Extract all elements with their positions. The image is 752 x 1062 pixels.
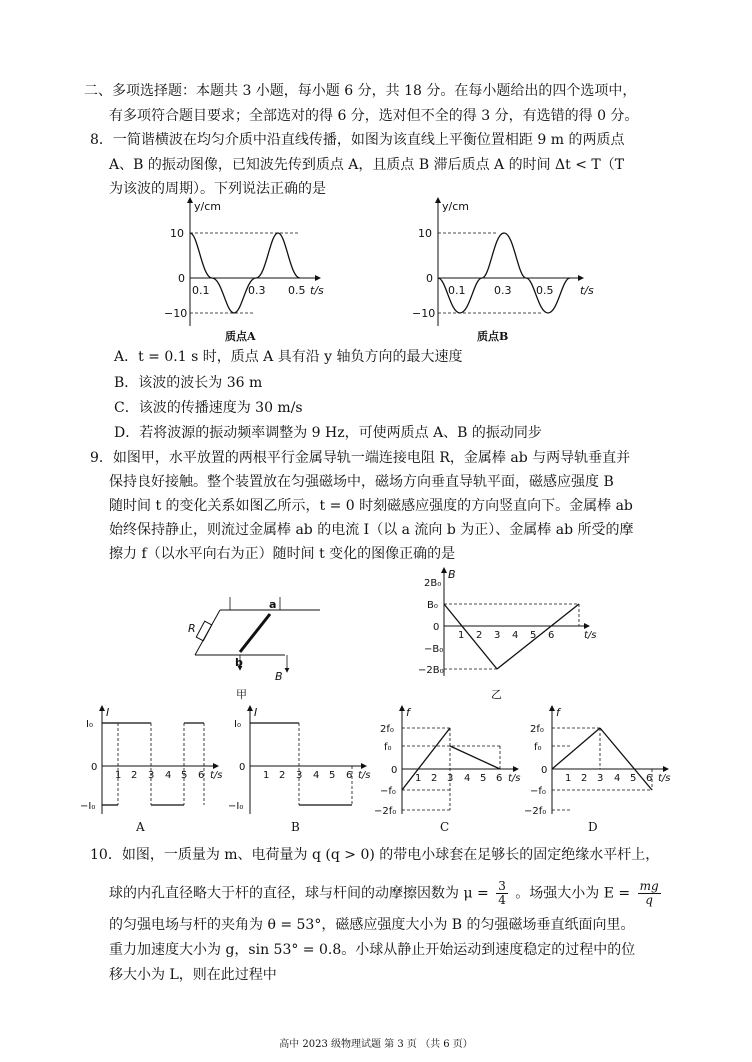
q10-E-denominator: q <box>645 893 653 907</box>
q8b-ytick-neg10: −10 <box>412 307 436 320</box>
q9c-2f0: 2f₀ <box>380 724 394 735</box>
q8b-ylabel: y/cm <box>442 200 469 213</box>
q9-jia-R: R <box>188 622 196 635</box>
q8-stem-line1: 8．一简谐横波在均匀介质中沿直线传播，如图为该直线上平衡位置相距 9 m 的两质点 <box>90 132 625 148</box>
q8b-xlabel: t/s <box>580 284 594 297</box>
q8-stem-line2: A、B 的振动图像，已知波先传到质点 A，且质点 B 滞后质点 A 的时间 Δt < T（T <box>109 157 625 173</box>
q9b-I0: I₀ <box>234 719 241 730</box>
q8-option-b: B．该波的波长为 36 m <box>114 375 263 391</box>
q9-yi-x3: 3 <box>494 630 501 641</box>
q9-yi-xlabel: t/s <box>584 630 597 641</box>
q8-option-a: A．t = 0.1 s 时，质点 A 具有沿 y 轴负方向的最大速度 <box>114 349 463 365</box>
q9d-ylabel: f <box>556 706 560 719</box>
q9-option-c-graph <box>374 706 525 817</box>
q8b-xtick-03: 0.3 <box>494 284 512 297</box>
q8b-xtick-05: 0.5 <box>536 284 554 297</box>
q9a-origin: 0 <box>91 762 98 773</box>
q9-yi-2B0: 2B₀ <box>424 578 442 589</box>
q10-mu-fraction <box>496 880 508 907</box>
q8b-xtick-01: 0.1 <box>448 284 466 297</box>
q9c-x1: 1 <box>415 773 422 784</box>
q9d-x3: 3 <box>597 773 604 784</box>
q9b-x2: 2 <box>279 770 286 781</box>
q10-E-numerator: mg <box>639 879 659 893</box>
q9d-neg2f0: −2f₀ <box>524 806 547 817</box>
q9c-origin: 0 <box>391 765 398 776</box>
q9-yi-x1: 1 <box>458 630 465 641</box>
section-heading-line1: 二、多项选择题：本题共 3 小题，每小题 6 分，共 18 分。在每小题给出的四个选项中， <box>84 83 637 99</box>
q9d-2f0: 2f₀ <box>530 724 544 735</box>
q9d-x6: 6 <box>646 773 653 784</box>
q9a-xlabel: t/s <box>210 770 223 781</box>
q10-mu-denominator: 4 <box>498 893 506 907</box>
q9b-x4: 4 <box>313 770 320 781</box>
q9-option-d-caption[interactable]: D <box>588 820 598 834</box>
q9a-x2: 2 <box>131 770 138 781</box>
q10-stem-line1: 10．如图，一质量为 m、电荷量为 q (q > 0) 的带电小球套在足够长的固定绝缘水平杆上， <box>90 847 660 863</box>
q9a-negI0: −I₀ <box>80 801 96 812</box>
q8a-ytick-neg10: −10 <box>164 307 188 320</box>
q10-E-fraction <box>638 880 661 907</box>
q9c-x6: 6 <box>496 773 503 784</box>
q9-stem-line1: 9．如图甲，水平放置的两根平行金属导轨一端连接电阻 R，金属棒 ab 与两导轨垂直并 <box>90 450 631 466</box>
q10-stem-line2-part1: 球的内孔直径略大于杆的直径，球与杆间的动摩擦因数为 μ = <box>109 885 489 902</box>
q9-yi-x5: 5 <box>530 630 537 641</box>
q9-yi-ylabel: B <box>448 568 456 581</box>
q8-graph-a-caption: 质点A <box>225 330 256 343</box>
q8a-xtick-05: 0.5 <box>288 284 306 297</box>
q9-option-d-graph <box>524 706 675 817</box>
q10-stem-line3: 的匀强电场与杆的夹角为 θ = 53°，磁感应强度大小为 B 的匀强磁场垂直纸面向里。 <box>109 917 635 933</box>
page-footer: 高中 2023 级物理试题 第 3 页 （共 6 页） <box>279 1039 473 1050</box>
q8a-ylabel: y/cm <box>194 200 221 213</box>
q9b-ylabel: I <box>254 706 258 719</box>
q10-stem-line5: 移大小为 L，则在此过程中 <box>109 967 277 983</box>
q9-yi-B0: B₀ <box>427 600 438 611</box>
q9-yi-x4: 4 <box>512 630 519 641</box>
q9-stem-line2: 保持良好接触。整个装置放在匀强磁场中，磁场方向垂直导轨平面，磁感应强度 B <box>109 474 614 490</box>
q10-stem-line2-part2: 。场强大小为 E = <box>515 885 631 902</box>
q9d-negf0: −f₀ <box>530 786 546 797</box>
q10-stem-line4: 重力加速度大小为 g，sin 53° = 0.8。小球从静止开始运动到速度稳定的过程中的位 <box>109 942 636 958</box>
q9b-x1: 1 <box>263 770 270 781</box>
q9-stem-line5: 擦力 f（以水平向右为正）随时间 t 变化的图像正确的是 <box>109 546 456 562</box>
q8a-xtick-03: 0.3 <box>248 284 266 297</box>
q9-option-a-graph <box>80 706 226 816</box>
q9d-x4: 4 <box>614 773 621 784</box>
q9c-x3: 3 <box>447 773 454 784</box>
q9a-x3: 3 <box>148 770 155 781</box>
section-heading-line2: 有多项符合题目要求；全部选对的得 6 分，选对但不全的得 3 分，有选错的得 0 分。 <box>109 108 639 124</box>
q8a-origin: 0 <box>178 272 185 285</box>
q8b-ytick-10: 10 <box>418 227 432 240</box>
q9-option-c-caption[interactable]: C <box>440 820 450 834</box>
q9-figure-yi <box>418 568 604 678</box>
q9b-origin: 0 <box>239 762 246 773</box>
q9-figure-yi-caption: 乙 <box>491 688 502 701</box>
q9d-origin: 0 <box>541 765 548 776</box>
q9d-f0: f₀ <box>534 742 542 753</box>
q9a-x1: 1 <box>115 770 122 781</box>
q9a-ylabel: I <box>106 706 110 719</box>
q9-option-a-caption[interactable]: A <box>136 820 145 834</box>
q9-jia-b: b <box>235 656 243 669</box>
q8a-xlabel: t/s <box>310 284 324 297</box>
q9c-x2: 2 <box>431 773 438 784</box>
q9b-x5: 5 <box>329 770 336 781</box>
q9c-negf0: −f₀ <box>380 786 396 797</box>
q8-graph-b <box>408 196 608 346</box>
q10-stem-line2 <box>109 880 664 907</box>
q9b-x6: 6 <box>346 770 353 781</box>
q8-graph-a <box>160 196 360 346</box>
q9c-ylabel: f <box>406 706 410 719</box>
q9-yi-origin: 0 <box>433 622 440 633</box>
q9b-x3: 3 <box>296 770 303 781</box>
q8-stem-line3: 为该波的周期）。下列说法正确的是 <box>109 181 326 197</box>
q9c-neg2f0: −2f₀ <box>374 806 397 817</box>
q9-option-b-caption[interactable]: B <box>291 820 300 834</box>
q9b-negI0: −I₀ <box>228 801 244 812</box>
q9b-xlabel: t/s <box>358 770 371 781</box>
q9d-xlabel: t/s <box>658 773 671 784</box>
q9-yi-x6: 6 <box>548 630 555 641</box>
q8-graph-b-caption: 质点B <box>477 330 509 343</box>
q9-yi-negB0: −B₀ <box>424 644 444 655</box>
q9-jia-a: a <box>269 598 277 611</box>
q9-figure-jia <box>180 592 330 682</box>
q8a-xtick-01: 0.1 <box>192 284 210 297</box>
q9-stem-line4: 始终保持静止，则流过金属棒 ab 的电流 I（以 a 流向 b 为正）、金属棒 ab 所受的摩 <box>109 522 634 538</box>
q9-figure-jia-caption: 甲 <box>236 688 247 701</box>
q9d-x5: 5 <box>630 773 637 784</box>
q9d-x2: 2 <box>581 773 588 784</box>
q8-option-c: C．该波的传播速度为 30 m/s <box>114 400 303 416</box>
q9a-I0: I₀ <box>86 719 93 730</box>
q9-stem-line3: 随时间 t 的变化关系如图乙所示，t = 0 时刻磁感应强度的方向竖直向下。金属棒 ab <box>109 498 633 514</box>
q9-yi-neg2B0: −2B₀ <box>418 665 444 676</box>
q9-option-b-graph <box>228 706 374 816</box>
q9c-x5: 5 <box>480 773 487 784</box>
q9d-x1: 1 <box>565 773 572 784</box>
q9c-x4: 4 <box>464 773 471 784</box>
q9c-xlabel: t/s <box>508 773 521 784</box>
q8-option-d: D．若将波源的振动频率调整为 9 Hz，可使两质点 A、B 的振动同步 <box>114 425 542 441</box>
q8a-ytick-10: 10 <box>170 227 184 240</box>
q9a-x5: 5 <box>181 770 188 781</box>
q9a-x6: 6 <box>198 770 205 781</box>
q9-yi-x2: 2 <box>476 630 483 641</box>
q8b-origin: 0 <box>426 272 433 285</box>
q9-jia-B: B <box>275 670 283 683</box>
q9c-f0: f₀ <box>384 742 392 753</box>
q10-mu-numerator: 3 <box>498 879 506 893</box>
q9a-x4: 4 <box>165 770 172 781</box>
